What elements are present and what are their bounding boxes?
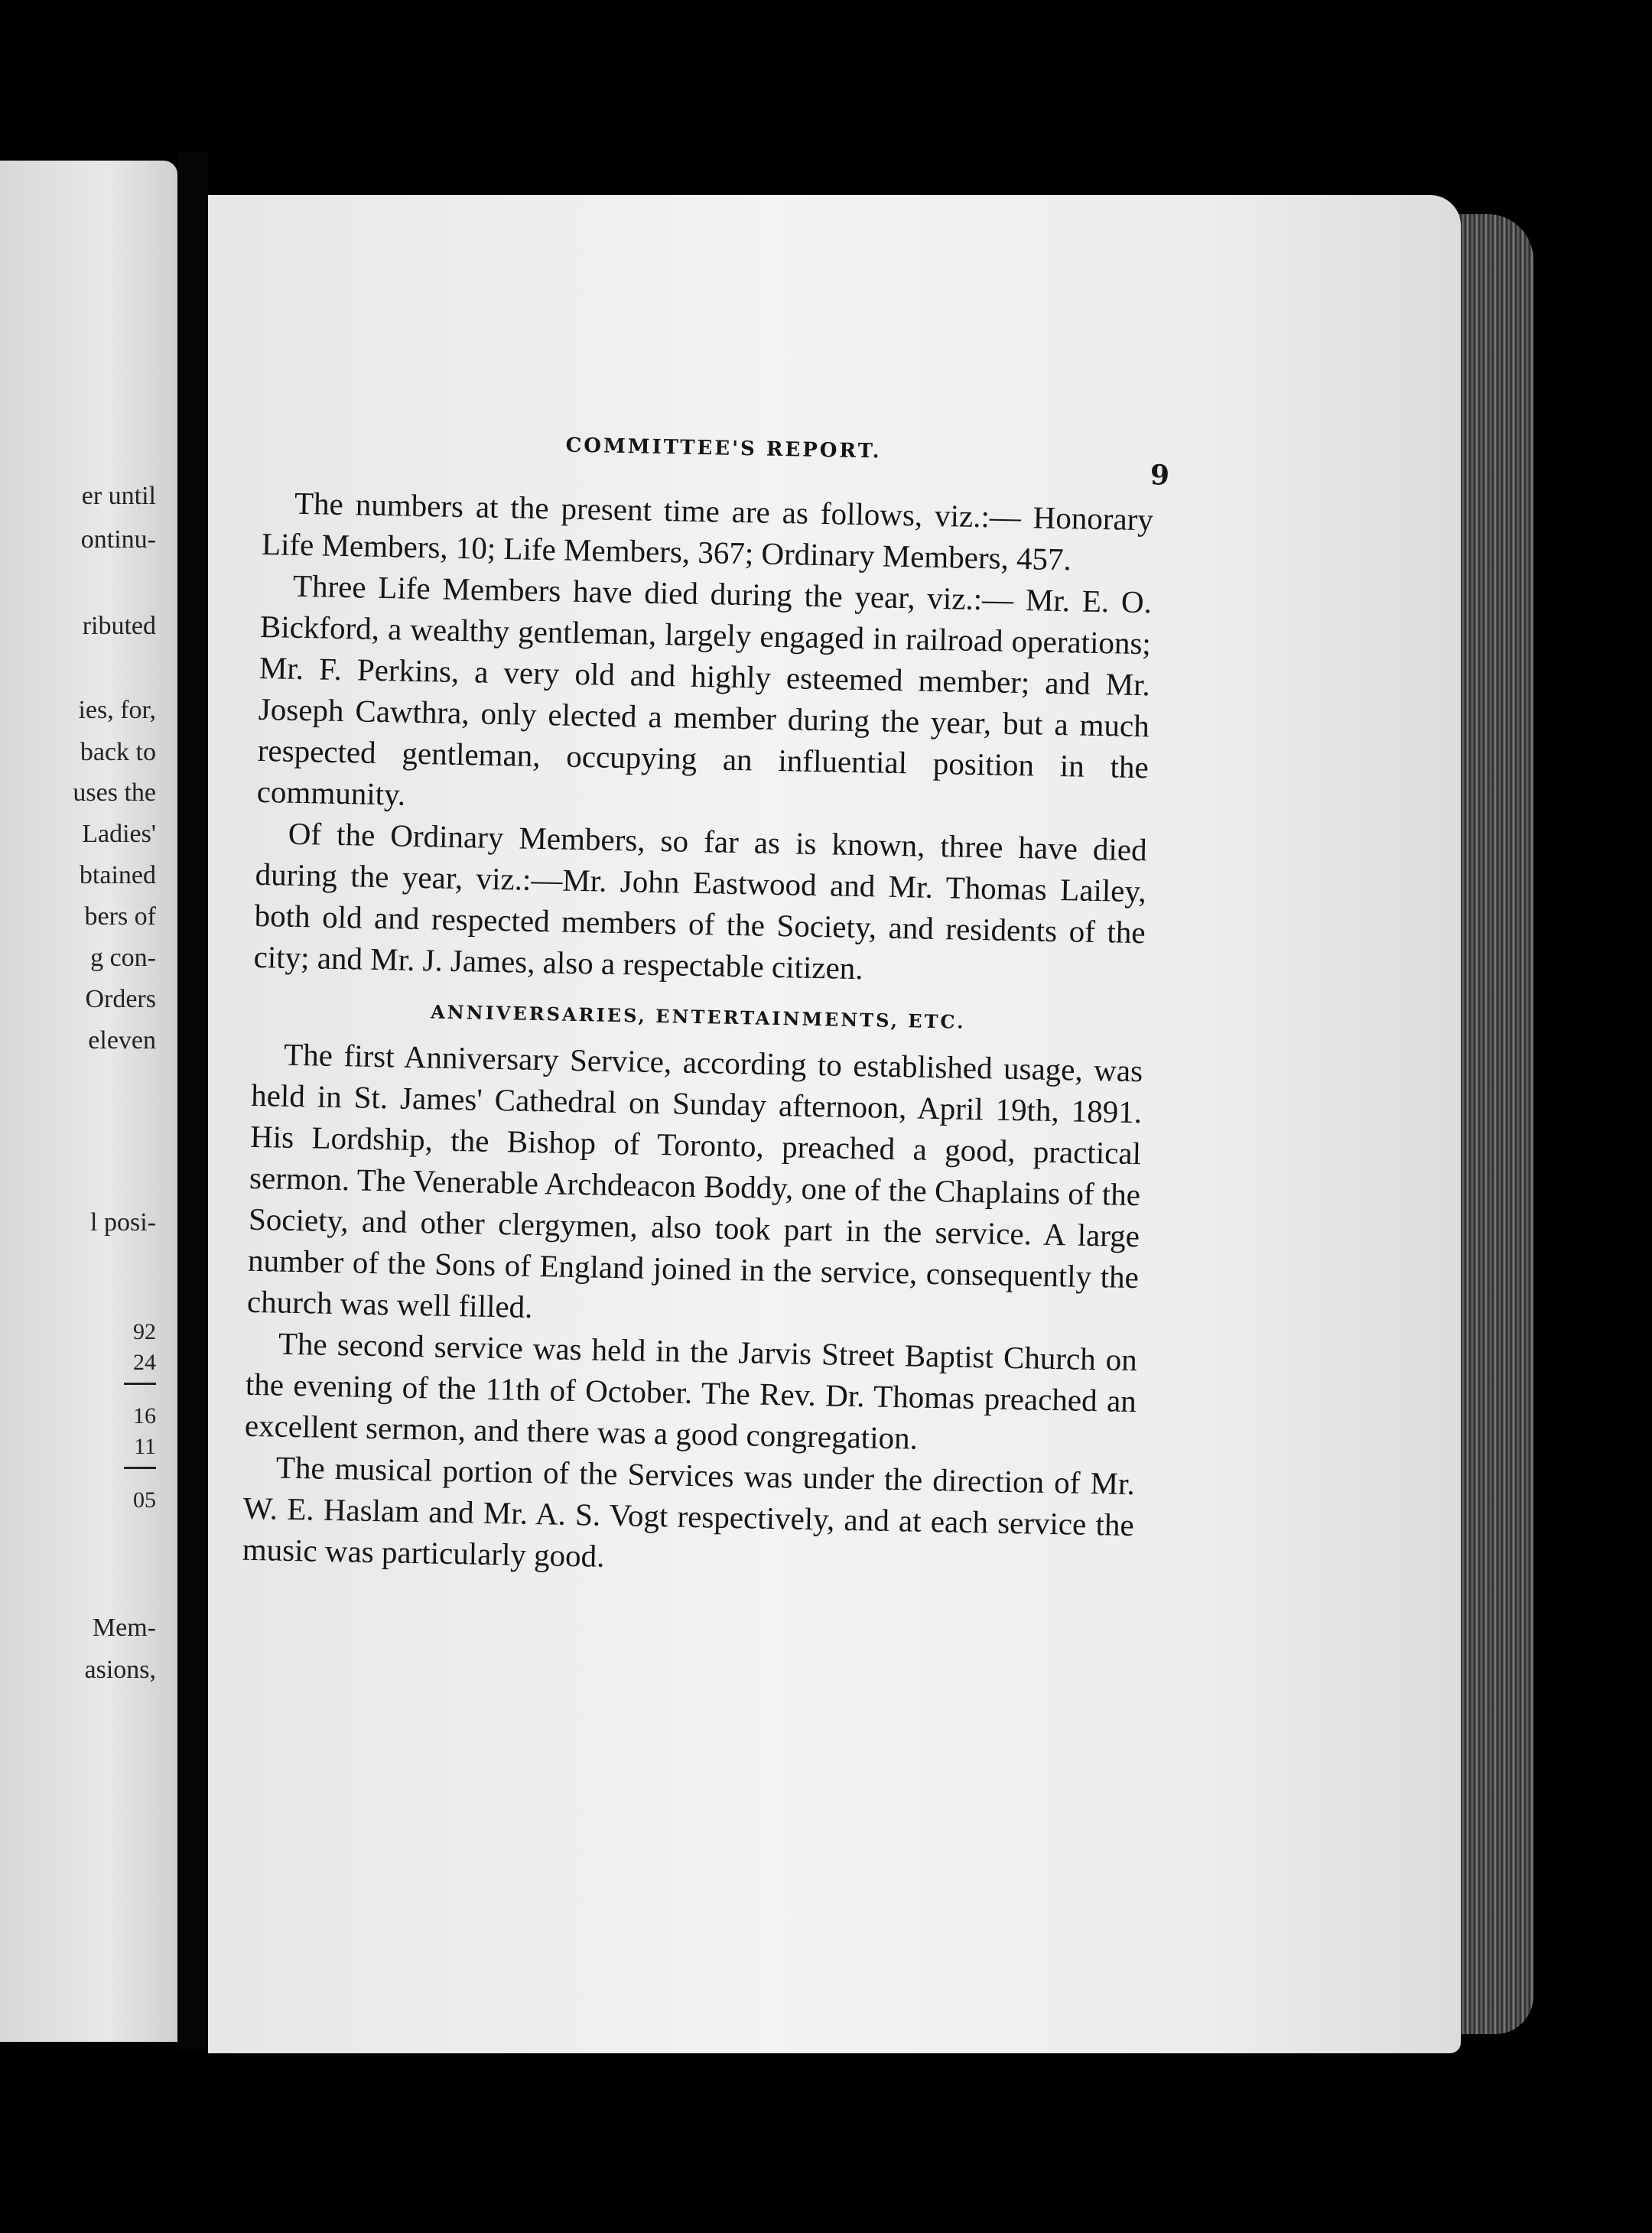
page-number: 9 — [1150, 459, 1170, 492]
left-page — [0, 161, 177, 2042]
paragraph-first-service: The first Anniversary Service, according to established usage, was held in St. James' Cathedral on Sunday afternoon, April 19th, 1891. His Lordship, the Bishop of Toronto, preached a good, practical sermon. The Venerable Archdeacon Boddy, one of the Chaplains of the Society, and other clergymen, also took part in the service. A large number of the Sons of England joined in the service, consequently the church was well filled. — [246, 1036, 1143, 1325]
left-fragment: 11 — [134, 1434, 156, 1459]
left-fragment: ies, for, — [78, 696, 156, 724]
paragraph-musical-portion: The musical portion of the Services was under the direction of Mr. W. E. Haslam and Mr. A. S. Vogt respectively, and at each service the music was particularly good. — [242, 1449, 1136, 1574]
left-fragment: back to — [80, 738, 156, 766]
page-content — [242, 428, 1170, 1587]
left-fragment: l posi- — [90, 1208, 156, 1237]
left-fragment: Ladies' — [82, 820, 156, 848]
left-fragment: eleven — [88, 1026, 156, 1055]
left-fragment: ontinu- — [80, 525, 156, 554]
left-page-rule — [124, 1467, 156, 1469]
left-fragment: 92 — [133, 1319, 156, 1344]
left-fragment: g con- — [90, 944, 156, 972]
left-page-rule — [124, 1383, 156, 1385]
left-fragment: ributed — [82, 612, 156, 640]
paragraph-ordinary-members-deceased: Of the Ordinary Members, so far as is known, three have died during the year, viz.:—Mr. John Eastwood and Mr. Thomas Lailey, both old and respected members of the Society, and residents of the city; and Mr. J. James, also a respectable citizen. — [253, 815, 1148, 986]
left-fragment: uses the — [73, 778, 156, 807]
book-gutter — [177, 153, 208, 2049]
left-fragment: 16 — [133, 1403, 156, 1429]
left-fragment: Orders — [85, 985, 156, 1013]
left-fragment: bers of — [84, 902, 156, 931]
left-fragment: 24 — [133, 1350, 156, 1375]
section-heading: ANNIVERSARIES, ENTERTAINMENTS, ETC. — [430, 1000, 966, 1033]
running-head-title: COMMITTEE'S REPORT. — [565, 434, 882, 463]
left-fragment: 05 — [133, 1487, 156, 1513]
left-fragment: Mem- — [92, 1614, 156, 1642]
paragraph-membership-numbers: The numbers at the present time are as follows, viz.:— Honorary Life Members, 10; Life Members, 367; Ordinary Members, 457. — [261, 485, 1154, 577]
left-fragment: btained — [79, 861, 156, 889]
left-fragment: er until — [81, 482, 156, 510]
paragraph-life-members-deceased: Three Life Members have died during the year, viz.:— Mr. E. O. Bickford, a wealthy gentleman, largely engaged in railroad operations; Mr. F. Perkins, a very old and highly esteemed member; and Mr. Joseph Cawthra, only elected a member during the year, but a much respected gentleman, occupying an influential position in the community. — [256, 567, 1153, 812]
left-fragment: asions, — [84, 1656, 156, 1684]
paragraph-second-service: The second service was held in the Jarvis Street Baptist Church on the evening of the 11th of October. The Rev. Dr. Thomas preached an excellent sermon, and there was a good congregation. — [244, 1325, 1138, 1456]
